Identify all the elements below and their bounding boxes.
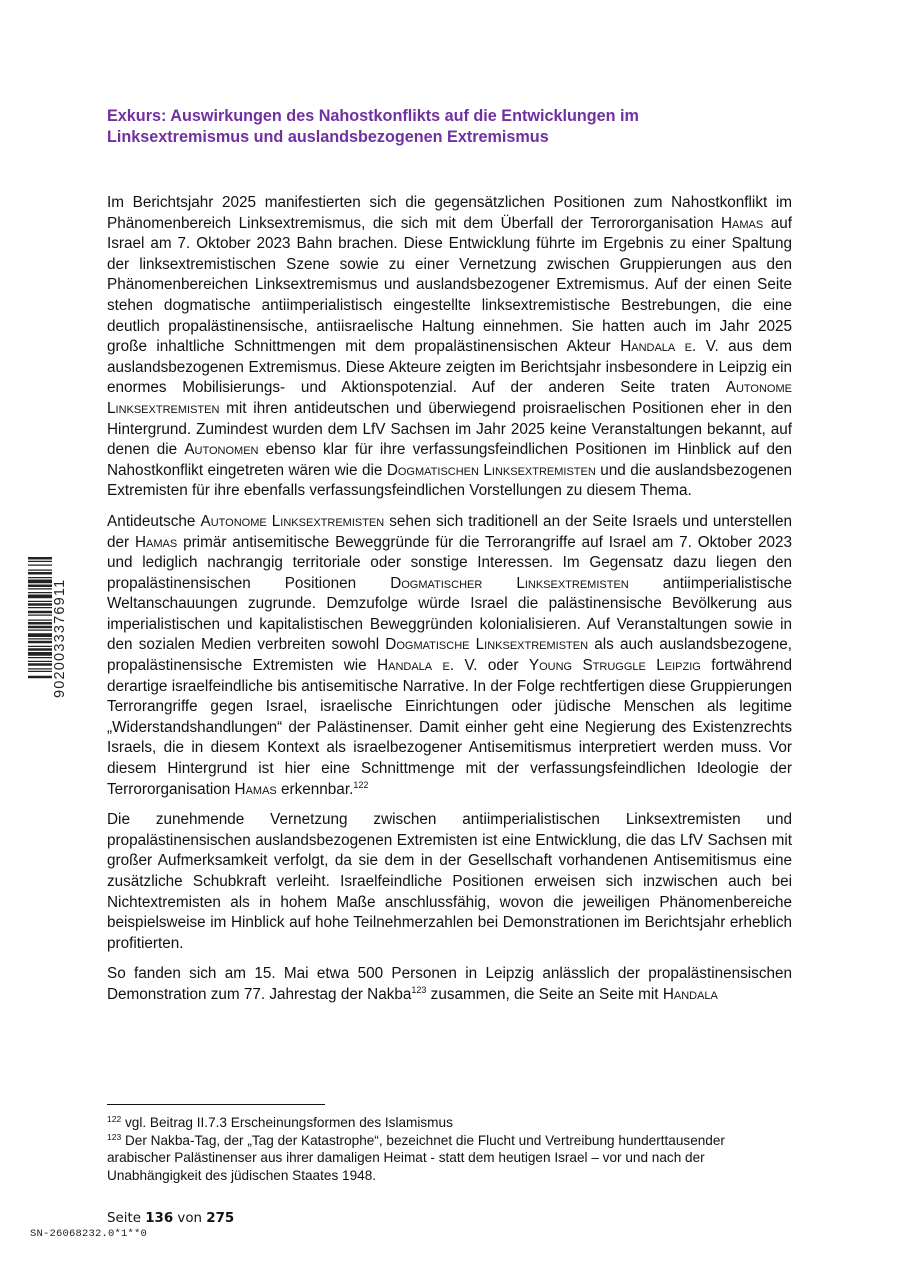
barcode-bar: [28, 630, 52, 631]
footnote-text: vgl. Beitrag II.7.3 Erscheinungsformen des Islamismus: [121, 1115, 453, 1130]
barcode-bar: [28, 585, 52, 588]
barcode-bar: [28, 641, 52, 644]
document-code: SN-26068232.0*1**0: [30, 1228, 148, 1240]
barcode-bar: [28, 622, 52, 625]
text-run: und die auslandsbezogenen Extremisten für ihre ebenfalls verfassungsfeindlichen Vorstellungen zu diesem Thema.: [107, 461, 792, 500]
barcode-bar: [28, 557, 52, 560]
barcode-bar: [28, 561, 52, 562]
barcode-bars: [28, 557, 52, 719]
barcode-bar: [28, 595, 52, 599]
text-run: primär antisemitische Beweggründe für die Terrorangriffe auf Israel am 7. Oktober 2023 und lediglich nachrangig territoriale oder sonstige Interessen. Im Gegensatz dazu liegen den propalästinensischen Positionen: [107, 533, 793, 592]
text-run: als auch auslandsbezogene, propalästinensische Extremisten wie: [107, 636, 792, 675]
organization-name: Handala e.: [377, 657, 455, 675]
barcode-bar: [28, 671, 52, 672]
organization-name: Dogmatischer Linksextremisten: [390, 574, 629, 592]
barcode-bar: [28, 620, 52, 621]
barcode-bar: [28, 652, 52, 656]
barcode-bar: [28, 633, 52, 637]
barcode-bar: [28, 607, 52, 608]
text-run: V. oder: [454, 657, 529, 675]
paragraph: [107, 964, 792, 1005]
barcode-bar: [28, 565, 52, 566]
organization-name: Hamas: [720, 214, 764, 232]
barcode-bar: [28, 592, 52, 593]
barcode-bar: [28, 663, 52, 666]
barcode-bar: [28, 646, 52, 647]
barcode-number: 9020033376911: [52, 578, 68, 698]
heading-line-2: Linksextremismus und auslandsbezogenen Extremismus: [107, 127, 549, 146]
text-run: ebenso klar für ihre verfassungsfeindlichen Positionen im Hinblick auf den Nahostkonflikt eingetreten wären wie die: [107, 441, 792, 479]
organization-name: Young Struggle Leipzig: [528, 657, 701, 675]
footnote-122: [107, 1114, 787, 1132]
text-run: antiimperialistische Weltanschauungen zugrunde. Demzufolge würde Israel die palästinensische Bevölkerung aus imperialistischen und kapitalistischen Beweggründen kolonialisieren. Auf Veranstaltungen sowie in den sozialen Medien verbreiten sowohl: [107, 574, 792, 654]
barcode-bar: [28, 577, 52, 578]
footnote-text: Der Nakba-Tag, der „Tag der Katastrophe“, bezeichnet die Flucht und Vertreibung hunderttausender arabischer Palästinenser aus ihrer damaligen Heimat - statt dem heutigen Israel – vor und nach der Unabhängigkeit des jüdischen Staates 1948.: [107, 1132, 725, 1183]
text-run: fortwährend derartige israelfeindliche bis antisemitische Narrative. In der Folge rechtfertigen diese Gruppierungen Terrorangriffe gegen Israel, israelische Einrichtungen oder jüdische Menschen als legitime „Widerstandshandlungen“ der Palästinenser. Damit einher geht eine Negierung des Existenzrechts Israels, die in diesem Kontext als israelbezogener Antisemitismus interpretiert werden muss. Vor diesem Hintergrund ist hier eine Schnittmenge mit der verfassungsfeindlichen Ideologie der Terrororganisation: [107, 657, 792, 798]
text-run: auf Israel am 7. Oktober 2023 Bahn brachen. Diese Entwicklung führte im Ergebnis zu einer Spaltung der linksextremistischen Szene sowie zu einer Vernetzung zwischen Gruppierungen aus den Phänomenbereichen Linksextremismus und auslandsbezogener Extremismus. Auf der einen Seite stehen dogmatische antiimperialistisch eingestellte linksextremistische Bestrebungen, die eine deutlich propalästinensische, antiisraelische Haltung einnehmen. Sie hatten auch im Jahr 2025 große inhaltliche Schnittmengen mit dem propalästinensischen Akteur: [107, 214, 792, 356]
barcode-bar: [28, 648, 52, 651]
footnote-reference: 122: [353, 779, 369, 790]
barcode-bar: [28, 611, 52, 614]
footnote-reference: 123: [411, 984, 427, 995]
page-number-total: 275: [206, 1211, 235, 1226]
organization-name: Dogmatische Linksextremisten: [385, 636, 589, 654]
paragraph: [107, 193, 792, 502]
page-number-middle: von: [173, 1211, 207, 1226]
barcode-bar: [28, 603, 52, 606]
organization-name: Hamas: [234, 780, 277, 798]
text-run: Im Berichtsjahr 2025 manifestierten sich die gegensätzlichen Positionen zum Nahostkonflikt im Phänomenbereich Linksextremismus, die sich mit dem Überfall der Terrororganisation: [107, 194, 792, 232]
page-number: [107, 1211, 234, 1226]
footnotes: [107, 1114, 787, 1184]
barcode-bar: [28, 661, 52, 662]
text-run: mit ihren antideutschen und überwiegend proisraelischen Positionen eher in den Hintergrund. Zumindest wurden dem LfV Sachsen im Jahr 2025 keine Veranstaltungen bekannt, auf denen die: [107, 399, 792, 459]
barcode-bar: [28, 615, 52, 616]
section-heading: [107, 106, 793, 147]
heading-line-1: Exkurs: Auswirkungen des Nahostkonflikts auf die Entwicklungen im: [107, 107, 639, 125]
organization-name: Handala: [662, 985, 718, 1003]
barcode-bar: [28, 570, 52, 571]
text-run: Antideutsche: [107, 512, 201, 530]
text-run: So fanden sich am 15. Mai etwa 500 Personen in Leipzig anlässlich der propalästinensischen Demonstration zum 77. Jahrestag der Nakba: [107, 965, 792, 1003]
footnote-separator: [107, 1104, 325, 1105]
barcode-bar: [28, 572, 52, 575]
organization-name: Autonome Linksextremisten: [107, 379, 792, 417]
body-text: [107, 193, 792, 1016]
barcode-bar: [28, 668, 52, 669]
paragraph: [107, 512, 792, 800]
barcode-bar: [28, 638, 52, 639]
barcode-bar: [28, 580, 52, 584]
text-run: Die zunehmende Vernetzung zwischen antiimperialistischen Linksextremisten und propalästinensischen auslandsbezogenen Extremisten ist eine Entwicklung, die das LfV Sachsen mit großer Aufmerksamkeit verfolgt, da sie dem in der Gesellschaft vorhandenen Antisemitismus eine zusätzliche Schubkraft verleiht. Israelfeindliche Positionen erweisen sich inzwischen auch bei Nichtextremisten als in hohem Maße anschlussfähig, wovon die jeweiligen Phänomenbereiche beispielsweise im Hinblick auf hohe Teilnehmerzahlen bei Demonstrationen im Berichtsjahr erheblich profitierten.: [107, 811, 792, 952]
barcode-bar: [28, 676, 52, 679]
footnote-number: 123: [107, 1131, 122, 1142]
page-number-current: 136: [145, 1211, 174, 1226]
page-number-prefix: Seite: [107, 1211, 146, 1226]
barcode-bar: [28, 601, 52, 602]
barcode-bar: [28, 626, 52, 629]
barcode-bar: [28, 657, 52, 658]
organization-name: Autonome Linksextremisten: [200, 512, 385, 530]
text-run: sehen sich traditionell an der Seite Israels und unterstellen der: [107, 512, 792, 551]
footnote-123: [107, 1132, 787, 1185]
organization-name: Hamas: [134, 533, 178, 551]
organization-name: Dogmatischen Linksextremisten: [386, 461, 596, 479]
barcode-bar: [28, 588, 52, 589]
text-run: zusammen, die Seite an Seite mit: [426, 985, 663, 1003]
organization-name: Handala e.: [620, 338, 697, 356]
text-run: erkennbar.: [276, 780, 354, 798]
footnote-number: 122: [107, 1114, 122, 1124]
organization-name: Autonomen: [184, 441, 259, 459]
text-run: V. aus dem auslandsbezogenen Extremismus. Diese Akteure zeigten im Berichtsjahr insbesondere in Leipzig ein enormes Mobilisierungs- und Aktionspotenzial. Auf der anderen Seite traten: [107, 338, 793, 397]
paragraph: [107, 810, 792, 954]
